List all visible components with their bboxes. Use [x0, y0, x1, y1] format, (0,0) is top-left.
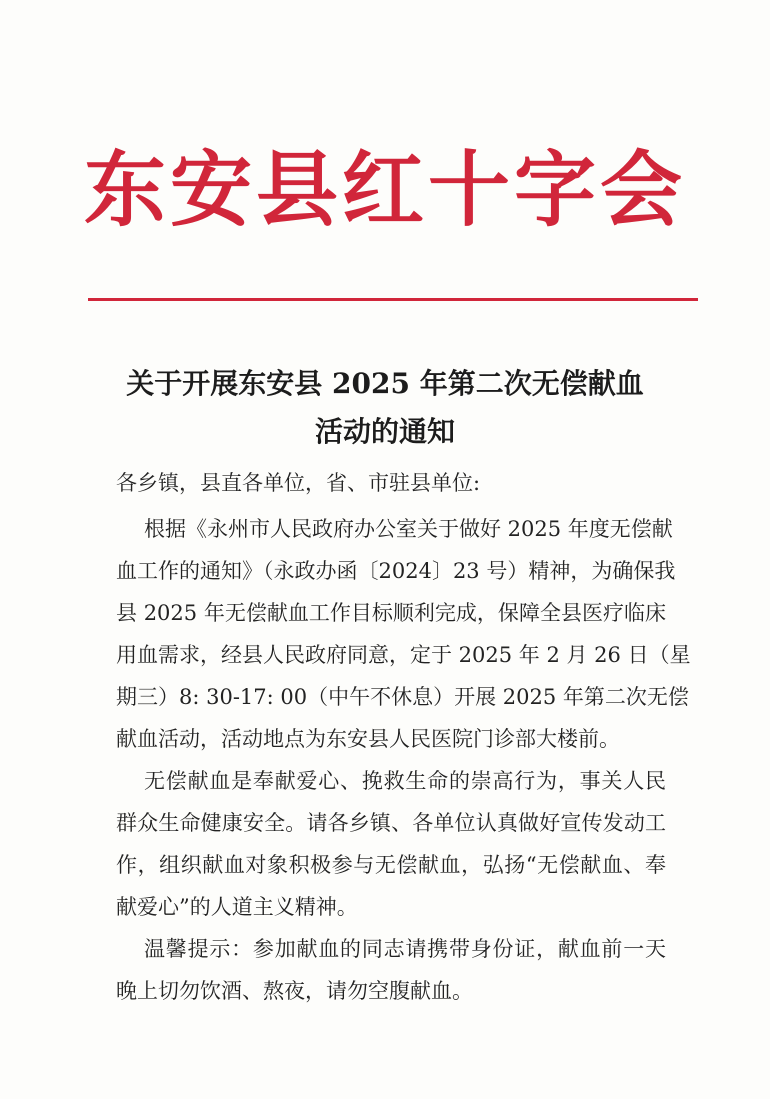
- letterhead-divider: [88, 298, 698, 301]
- paragraph-line: 期三）8: 30-17: 00（中午不休息）开展 2025 年第二次无偿: [116, 685, 689, 709]
- document-title-line-1: 关于开展东安县 2025 年第二次无偿献血: [126, 367, 644, 400]
- paragraph-line: 温馨提示：参加献血的同志请携带身份证，献血前一天: [144, 937, 666, 961]
- paragraph-line: 血工作的通知》（永政办函〔2024〕23 号）精神，为确保我: [116, 559, 676, 583]
- paragraph-line: 献爱心”的人道主义精神。: [116, 895, 358, 919]
- paragraph-3: [116, 928, 666, 1012]
- paragraph-line: 根据《永州市人民政府办公室关于做好 2025 年度无偿献: [144, 517, 673, 541]
- paragraph-2: [116, 760, 666, 928]
- salutation: 各乡镇，县直各单位，省、市驻县单位:: [116, 471, 481, 495]
- paragraph-line: 群众生命健康安全。请各乡镇、各单位认真做好宣传发动工: [116, 811, 666, 835]
- paragraph-line: 献血活动，活动地点为东安县人民医院门诊部大楼前。: [116, 727, 620, 751]
- paragraph-line: 作，组织献血对象积极参与无偿献血，弘扬“无偿献血、奉: [116, 853, 666, 877]
- letterhead-org-name: 东安县红十字会: [83, 142, 686, 238]
- document-title-line-2: 活动的通知: [314, 415, 455, 448]
- paragraph-line: 无偿献血是奉献爱心、挽救生命的崇高行为，事关人民: [144, 769, 666, 793]
- paragraph-line: 用血需求，经县人民政府同意，定于 2025 年 2 月 26 日（星: [116, 643, 691, 667]
- paragraph-line: 县 2025 年无偿献血工作目标顺利完成，保障全县医疗临床: [116, 601, 666, 625]
- paragraph-line: 晚上切勿饮酒、熬夜，请勿空腹献血。: [116, 979, 473, 1003]
- document-title: [80, 360, 690, 456]
- paragraph-1: [116, 508, 691, 760]
